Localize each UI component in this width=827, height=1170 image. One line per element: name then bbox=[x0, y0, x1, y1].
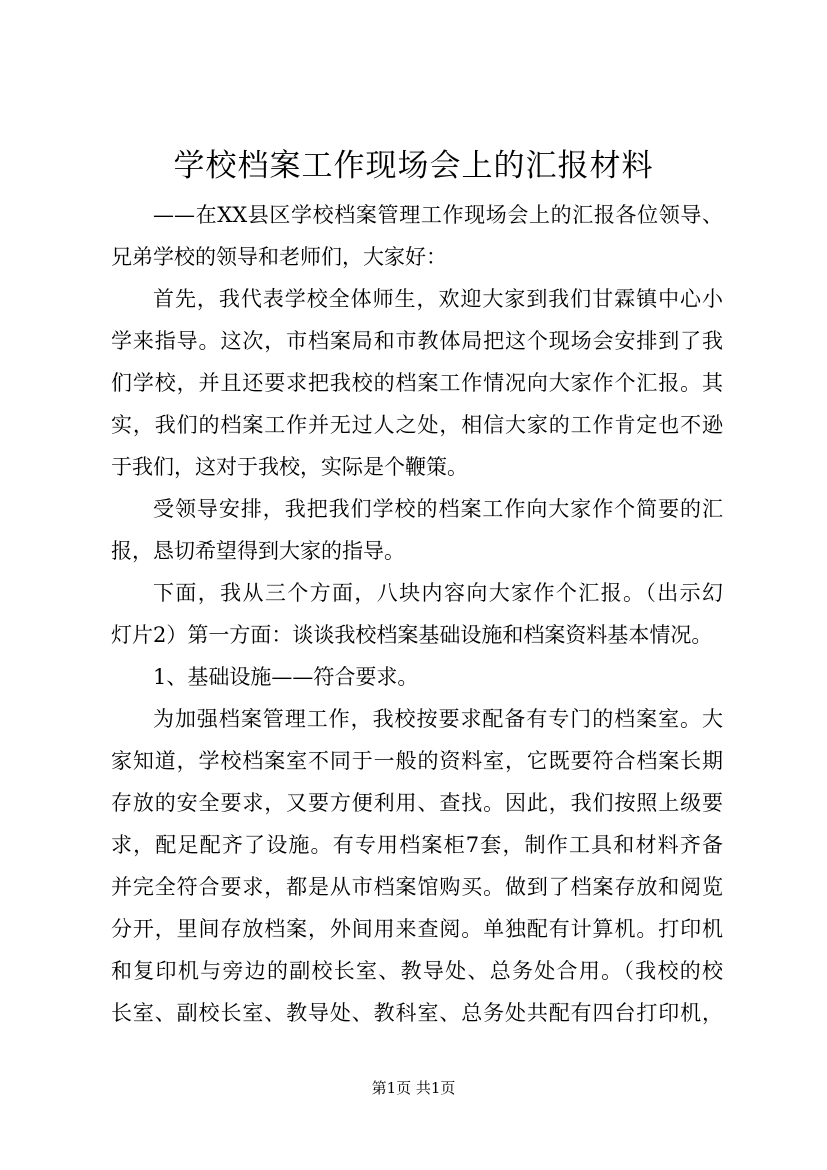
text-line: 兄弟学校的领导和老师们，大家好： bbox=[111, 245, 447, 269]
text-line: 于我们，这对于我校，实际是个鞭策。 bbox=[111, 455, 468, 479]
document-title: 学校档案工作现场会上的汇报材料 bbox=[173, 148, 654, 184]
text-line: 存放的安全要求，又要方便利用、查找。因此，我们按照上级要 bbox=[111, 791, 723, 815]
text-line: 求，配足配齐了设施。有专用档案柜7套，制作工具和材料齐备 bbox=[111, 833, 723, 857]
text-line: 受领导安排，我把我们学校的档案工作向大家作个简要的汇 bbox=[153, 497, 723, 521]
text-line: 1、基础设施——符合要求。 bbox=[153, 665, 419, 689]
text-line: 为加强档案管理工作，我校按要求配备有专门的档案室。大 bbox=[153, 707, 723, 731]
text-line: 实，我们的档案工作并无过人之处，相信大家的工作肯定也不逊 bbox=[111, 413, 723, 437]
text-line: 和复印机与旁边的副校长室、教导处、总务处合用。（我校的校 bbox=[111, 959, 723, 983]
text-line: 长室、副校长室、教导处、教科室、总务处共配有四台打印机， bbox=[111, 1001, 723, 1025]
text-line: 下面，我从三个方面，八块内容向大家作个汇报。（出示幻 bbox=[153, 581, 723, 605]
text-line: 分开，里间存放档案，外间用来查阅。单独配有计算机。打印机 bbox=[111, 917, 723, 941]
text-line: 报，恳切希望得到大家的指导。 bbox=[111, 539, 405, 563]
text-line: 家知道，学校档案室不同于一般的资料室，它既要符合档案长期 bbox=[111, 749, 723, 773]
text-line: 灯片2）第一方面：谈谈我校档案基础设施和档案资料基本情况。 bbox=[111, 623, 713, 647]
text-line: ——在XX县区学校档案管理工作现场会上的汇报各位领导、 bbox=[153, 203, 723, 227]
text-line: 并完全符合要求，都是从市档案馆购买。做到了档案存放和阅览 bbox=[111, 875, 723, 899]
page-footer: 第1页 共1页 bbox=[371, 1079, 456, 1097]
text-line: 们学校，并且还要求把我校的档案工作情况向大家作个汇报。其 bbox=[111, 371, 723, 395]
text-line: 首先，我代表学校全体师生，欢迎大家到我们甘霖镇中心小 bbox=[153, 287, 723, 311]
text-line: 学来指导。这次，市档案局和市教体局把这个现场会安排到了我 bbox=[111, 329, 723, 353]
document-body bbox=[111, 194, 723, 1034]
